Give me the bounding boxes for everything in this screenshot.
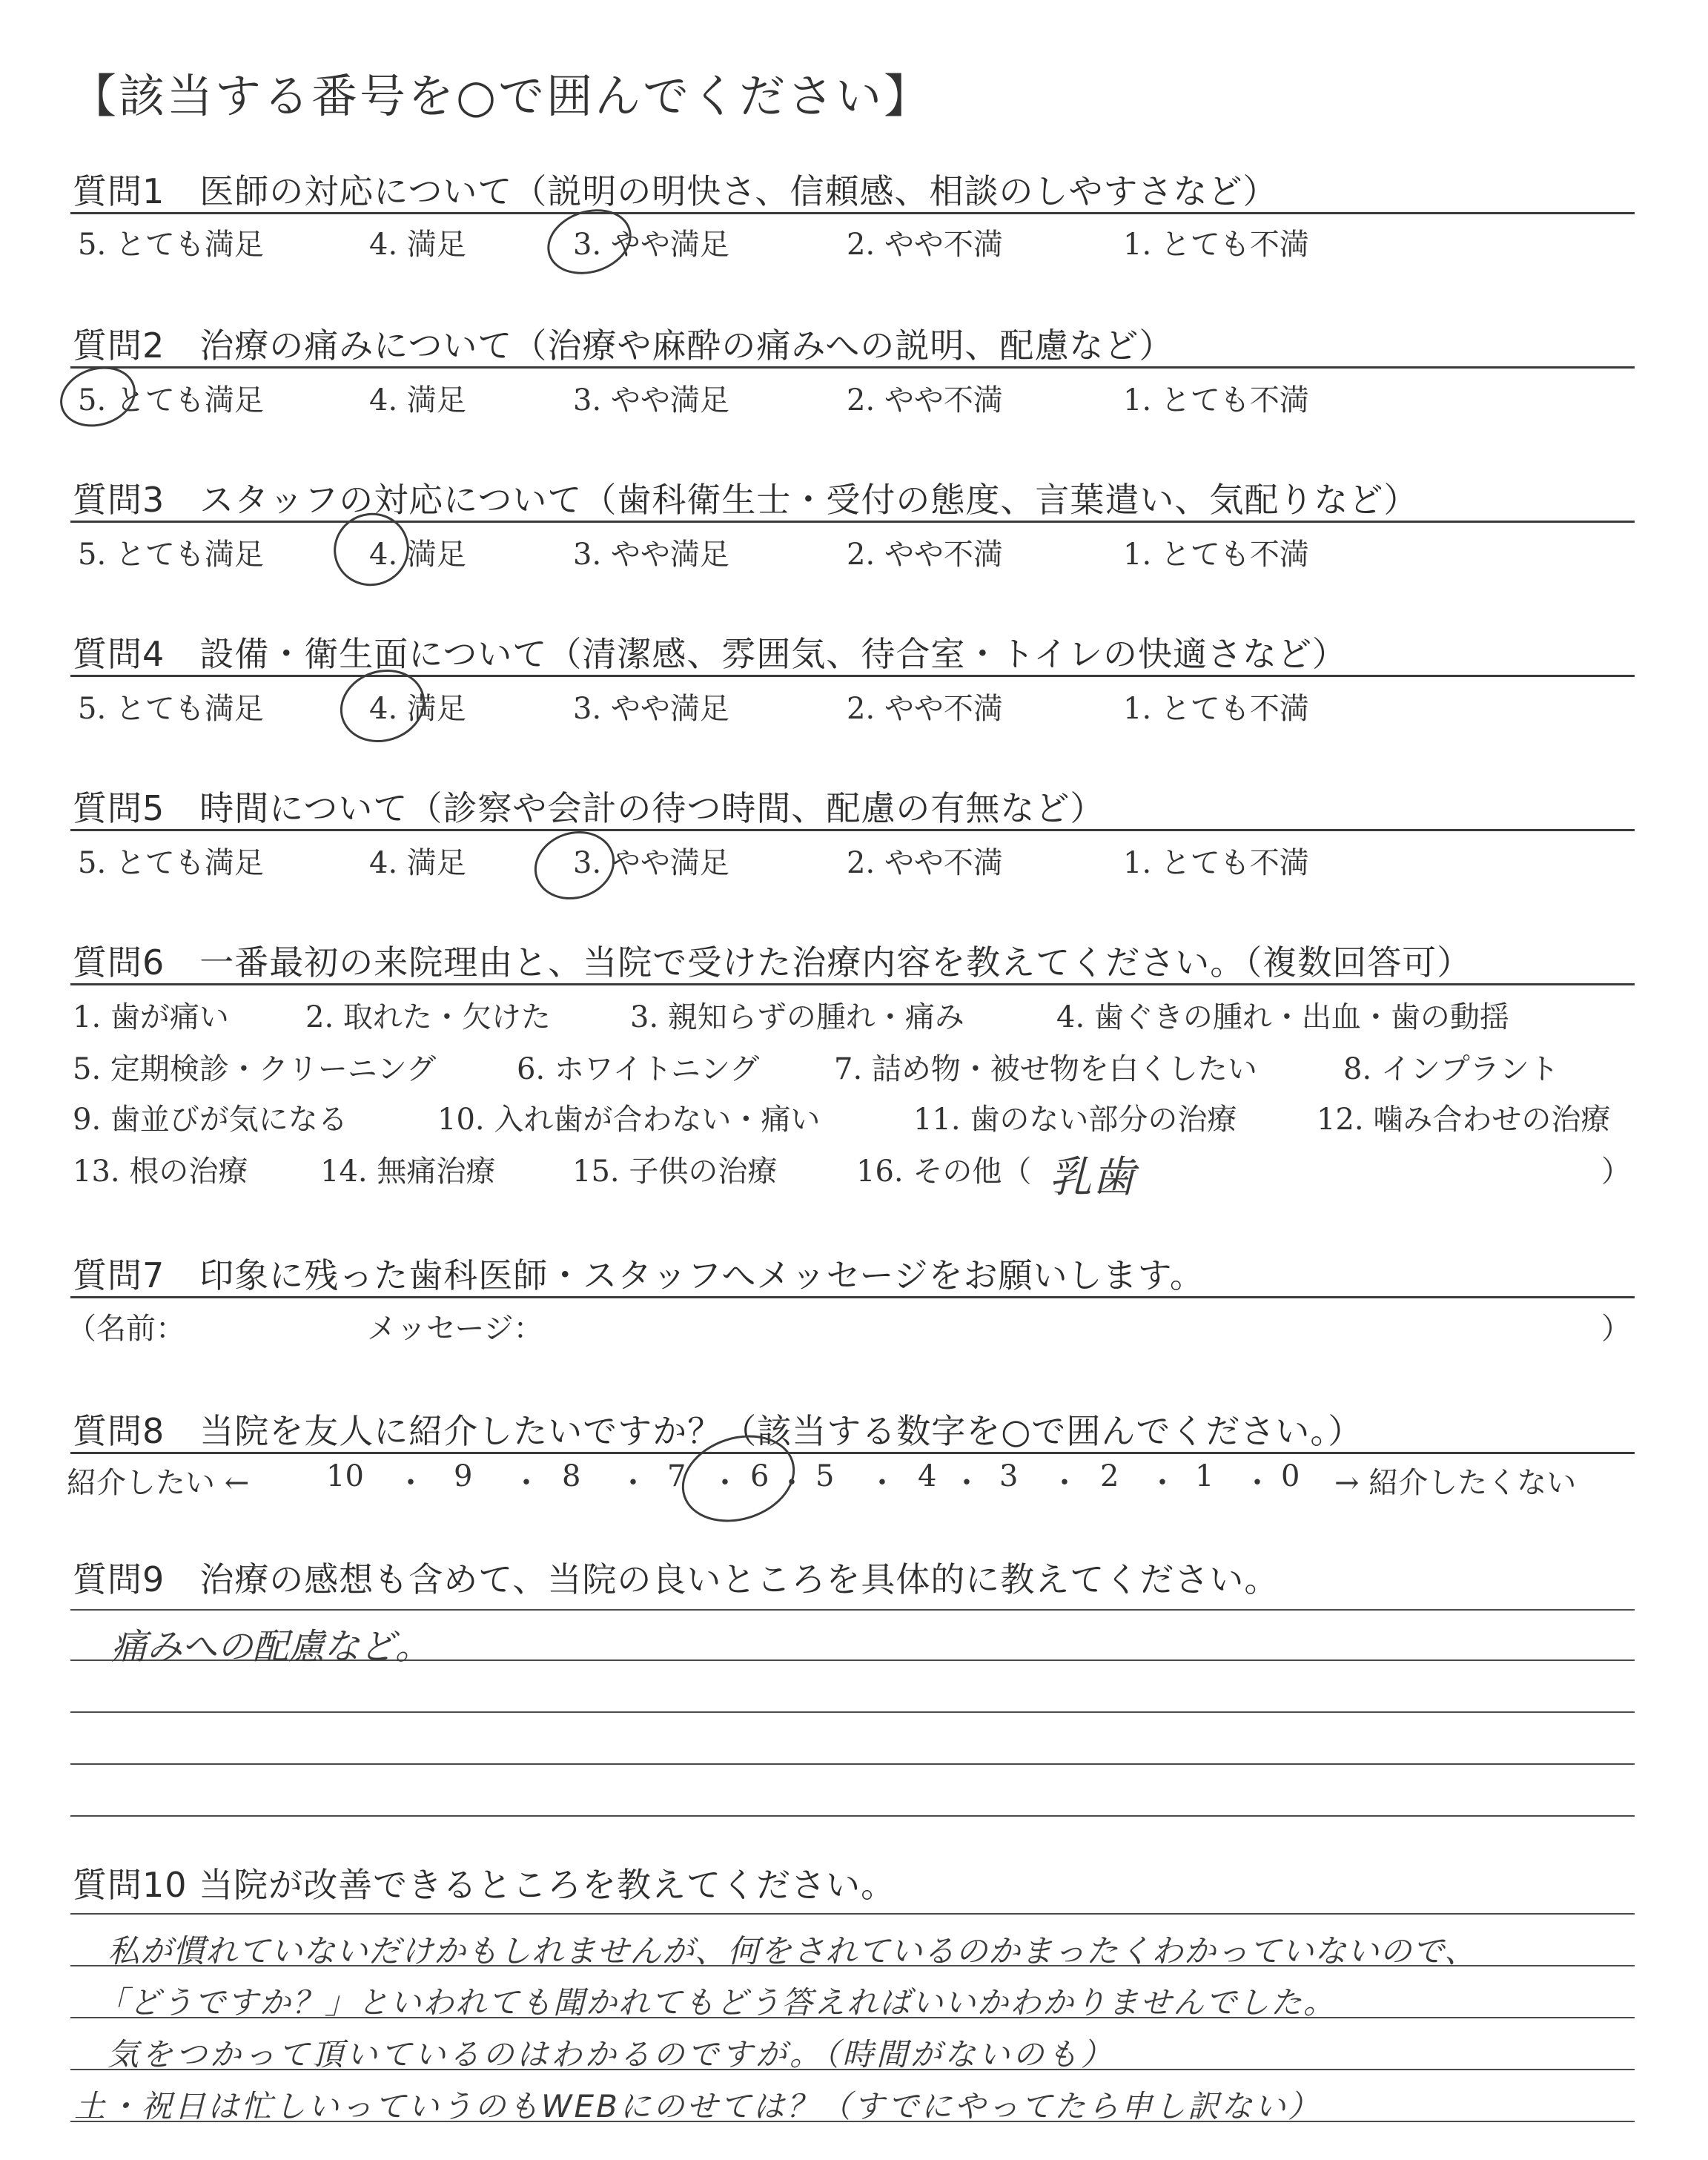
question-8-title: 質問8 当院を友人に紹介したいですか？（該当する数字を○で囲んでください。） <box>73 1411 1363 1451</box>
score-7[interactable]: 7 <box>667 1459 686 1493</box>
option-1[interactable]: 1. とても不満 <box>1123 383 1309 417</box>
scale-dot: ・ <box>512 1466 541 1500</box>
reason-option-10[interactable]: 10. 入れ歯が合わない・痛い <box>437 1103 821 1137</box>
question-6-rule <box>70 983 1635 985</box>
reason-option-2[interactable]: 2. 取れた・欠けた <box>305 1000 551 1034</box>
page-header: 【該当する番号を○で囲んでください】 <box>70 69 933 123</box>
option-5[interactable]: 5. とても満足 <box>78 846 264 880</box>
option-4[interactable]: 4. 満足 <box>369 228 466 262</box>
option-5[interactable]: 5. とても満足 <box>78 538 264 572</box>
option-3[interactable]: 3. やや満足 <box>573 383 729 417</box>
reason-option-14[interactable]: 14. 無痛治療 <box>320 1155 496 1189</box>
option-2[interactable]: 2. やや不満 <box>847 538 1003 572</box>
question-8-rule <box>70 1452 1635 1454</box>
reason-option-16[interactable]: 16. その他（ <box>856 1155 1032 1189</box>
scale-dot: ・ <box>867 1466 897 1500</box>
improvement-answer-line-2[interactable]: 「どうですか？」といわれても聞かれてもどう答えればいいかわかりませんでした。 <box>96 1984 1337 2021</box>
option-5[interactable]: 5. とても満足 <box>78 692 264 726</box>
reason-option-12[interactable]: 12. 噛み合わせの治療 <box>1317 1103 1611 1137</box>
score-0[interactable]: 0 <box>1281 1459 1300 1493</box>
answer-circle-mark <box>52 357 143 436</box>
question-4-rule <box>70 675 1635 677</box>
scale-dot: ・ <box>618 1466 648 1500</box>
question-4-title: 質問4 設備・衛生面について（清潔感、雰囲気、待合室・トイレの快適さなど） <box>73 634 1348 674</box>
option-5[interactable]: 5. とても満足 <box>78 383 264 417</box>
option-3[interactable]: 3. やや満足 <box>573 692 729 726</box>
option-1[interactable]: 1. とても不満 <box>1123 846 1309 880</box>
writing-line <box>70 1711 1635 1713</box>
scale-dot: ・ <box>396 1466 426 1500</box>
scale-dot: ・ <box>777 1466 807 1500</box>
option-2[interactable]: 2. やや不満 <box>847 692 1003 726</box>
score-5[interactable]: 5 <box>815 1459 835 1493</box>
scale-dot: ・ <box>1050 1466 1079 1500</box>
improvement-answer-line-1[interactable]: 私が慣れていないだけかもしれませんが、何をされているのかまったくわかっていないので、 <box>107 1933 1477 1970</box>
scale-dot: ・ <box>1148 1466 1177 1500</box>
option-3[interactable]: 3. やや満足 <box>573 228 729 262</box>
question-2-title: 質問2 治療の痛みについて（治療や麻酔の痛みへの説明、配慮など） <box>73 326 1174 366</box>
close-paren: ） <box>1601 1155 1631 1189</box>
reason-option-4[interactable]: 4. 歯ぐきの腫れ・出血・歯の動揺 <box>1056 1000 1509 1034</box>
option-4[interactable]: 4. 満足 <box>369 846 466 880</box>
option-2[interactable]: 2. やや不満 <box>847 383 1003 417</box>
close-paren: ） <box>1601 1312 1631 1346</box>
reason-option-7[interactable]: 7. 詰め物・被せ物を白くしたい <box>834 1052 1257 1086</box>
option-2[interactable]: 2. やや不満 <box>847 228 1003 262</box>
question-1-rule <box>70 212 1635 214</box>
option-3[interactable]: 3. やや満足 <box>573 538 729 572</box>
option-3[interactable]: 3. やや満足 <box>573 846 729 880</box>
reason-option-11[interactable]: 11. 歯のない部分の治療 <box>913 1103 1237 1137</box>
good-points-answer[interactable]: 痛みへの配慮など。 <box>111 1626 431 1668</box>
message-label: メッセージ： <box>367 1312 543 1346</box>
question-9-title: 質問9 治療の感想も含めて、当院の良いところを具体的に教えてください。 <box>73 1559 1280 1599</box>
question-10-title: 質問10 当院が改善できるところを教えてください。 <box>73 1865 896 1905</box>
option-5[interactable]: 5. とても満足 <box>78 228 264 262</box>
score-9[interactable]: 9 <box>454 1459 473 1493</box>
score-10[interactable]: 10 <box>326 1459 364 1493</box>
question-7-rule <box>70 1296 1635 1298</box>
reason-option-8[interactable]: 8. インプラント <box>1343 1052 1559 1086</box>
writing-line <box>70 1815 1635 1817</box>
scale-dot: ・ <box>710 1466 740 1500</box>
scale-dot: ・ <box>952 1466 982 1500</box>
question-3-title: 質問3 スタッフの対応について（歯科衛生士・受付の態度、言葉遣い、気配りなど） <box>73 480 1419 520</box>
other-reason-answer[interactable]: 乳歯 <box>1049 1152 1136 1202</box>
question-6-title: 質問6 一番最初の来院理由と、当院で受けた治療内容を教えてください。（複数回答可） <box>73 942 1472 982</box>
question-3-rule <box>70 521 1635 523</box>
score-3[interactable]: 3 <box>999 1459 1019 1493</box>
scale-dot: ・ <box>1242 1466 1272 1500</box>
score-2[interactable]: 2 <box>1100 1459 1119 1493</box>
option-4[interactable]: 4. 満足 <box>369 538 466 572</box>
writing-line <box>70 1913 1635 1915</box>
question-5-title: 質問5 時間について（診察や会計の待つ時間、配慮の有無など） <box>73 788 1105 828</box>
improvement-answer-line-4[interactable]: 土・祝日は忙しいっていうのもWEBにのせては？（すでにやってたら申し訳ない） <box>74 2088 1322 2124</box>
improvement-answer-line-3[interactable]: 気をつかって頂いているのはわかるのですが。（時間がないのも） <box>107 2036 1116 2073</box>
reason-option-5[interactable]: 5. 定期検診・クリーニング <box>73 1052 437 1086</box>
answer-circle-mark <box>526 821 623 910</box>
option-4[interactable]: 4. 満足 <box>369 692 466 726</box>
question-1-title: 質問1 医師の対応について（説明の明快さ、信頼感、相談のしやすさなど） <box>73 171 1278 211</box>
question-5-rule <box>70 829 1635 831</box>
reason-option-3[interactable]: 3. 親知らずの腫れ・痛み <box>630 1000 964 1034</box>
recommend-left-label: 紹介したい ← <box>67 1466 250 1500</box>
reason-option-1[interactable]: 1. 歯が痛い <box>73 1000 229 1034</box>
option-2[interactable]: 2. やや不満 <box>847 846 1003 880</box>
option-1[interactable]: 1. とても不満 <box>1123 228 1309 262</box>
option-4[interactable]: 4. 満足 <box>369 383 466 417</box>
score-8[interactable]: 8 <box>562 1459 581 1493</box>
name-label: （名前： <box>67 1312 185 1346</box>
score-1[interactable]: 1 <box>1195 1459 1214 1493</box>
question-7-title: 質問7 印象に残った歯科医師・スタッフへメッセージをお願いします。 <box>73 1255 1205 1295</box>
option-1[interactable]: 1. とても不満 <box>1123 538 1309 572</box>
option-1[interactable]: 1. とても不満 <box>1123 692 1309 726</box>
reason-option-13[interactable]: 13. 根の治療 <box>73 1155 248 1189</box>
reason-option-15[interactable]: 15. 子供の治療 <box>572 1155 778 1189</box>
reason-option-6[interactable]: 6. ホワイトニング <box>517 1052 760 1086</box>
score-4[interactable]: 4 <box>918 1459 937 1493</box>
writing-line <box>70 1609 1635 1611</box>
recommend-right-label: → 紹介したくない <box>1334 1466 1577 1500</box>
score-6[interactable]: 6 <box>750 1459 769 1493</box>
question-2-rule <box>70 366 1635 369</box>
reason-option-9[interactable]: 9. 歯並びが気になる <box>73 1103 348 1137</box>
writing-line <box>70 1763 1635 1765</box>
